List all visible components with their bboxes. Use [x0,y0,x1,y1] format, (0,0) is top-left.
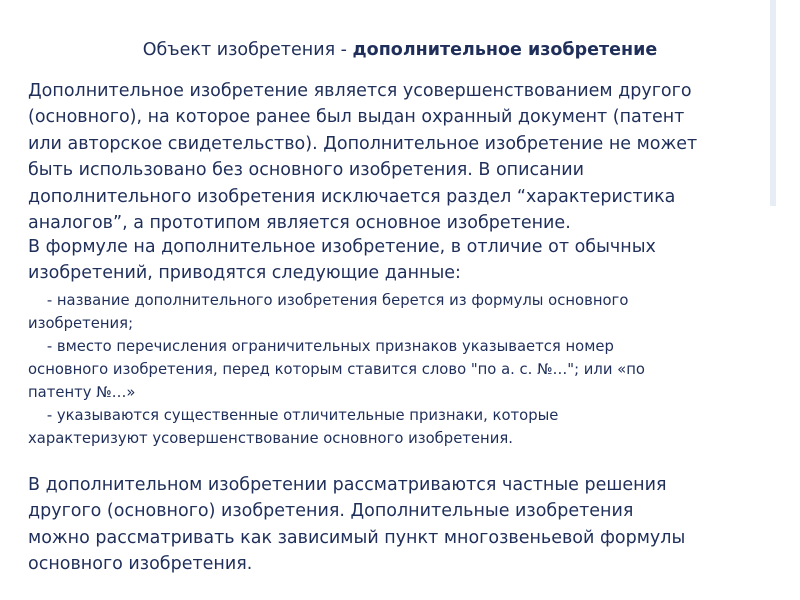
formula-paragraph [28,234,778,287]
paragraph-line: Дополнительное изобретение является усовершенствованием другого [28,81,692,101]
paragraph-line: можно рассматривать как зависимый пункт многозвеньевой формулы [28,527,686,548]
list-item-line: патенту №…» [28,384,136,401]
paragraph-line: быть использовано без основного изобретения. В описании [28,160,585,181]
title-prefix: Объект изобретения - [142,40,353,60]
paragraph-line: изобретений, приводятся следующие данные: [28,263,461,284]
paragraph-line: или авторское свидетельство). Дополнительное изобретение не может [28,133,698,154]
slide-title [0,38,800,62]
list-item-line: изобретения; [28,315,134,332]
paragraph-line: дополнительного изобретения исключается раздел “характеристика [28,186,676,207]
paragraph-line: В формуле на дополнительное изобретение, в отличие от обычных [28,237,656,257]
formula-list [28,289,778,450]
list-item-line: - вместо перечисления ограничительных признаков указывается номер [28,338,614,355]
paragraph-line: другого (основного) изобретения. Дополнительные изобретения [28,501,634,522]
list-item-line: - название дополнительного изобретения берется из формулы основного [28,292,629,309]
list-item-line: - указываются существенные отличительные признаки, которые [28,407,559,424]
list-item-line: основного изобретения, перед которым ставится слово "по а. с. №…"; или «по [28,361,645,378]
paragraph-line: В дополнительном изобретении рассматриваются частные решения [28,475,667,495]
list-item-line: характеризуют усовершенствование основного изобретения. [28,430,513,447]
conclusion-paragraph [28,472,778,578]
paragraph-line: (основного), на которое ранее был выдан охранный документ (патент [28,107,685,128]
paragraph-line: основного изобретения. [28,554,253,575]
intro-paragraph [28,78,778,236]
title-emphasis: дополнительное изобретение [352,40,658,60]
paragraph-line: аналогов”, а прототипом является основное изобретение. [28,212,571,233]
